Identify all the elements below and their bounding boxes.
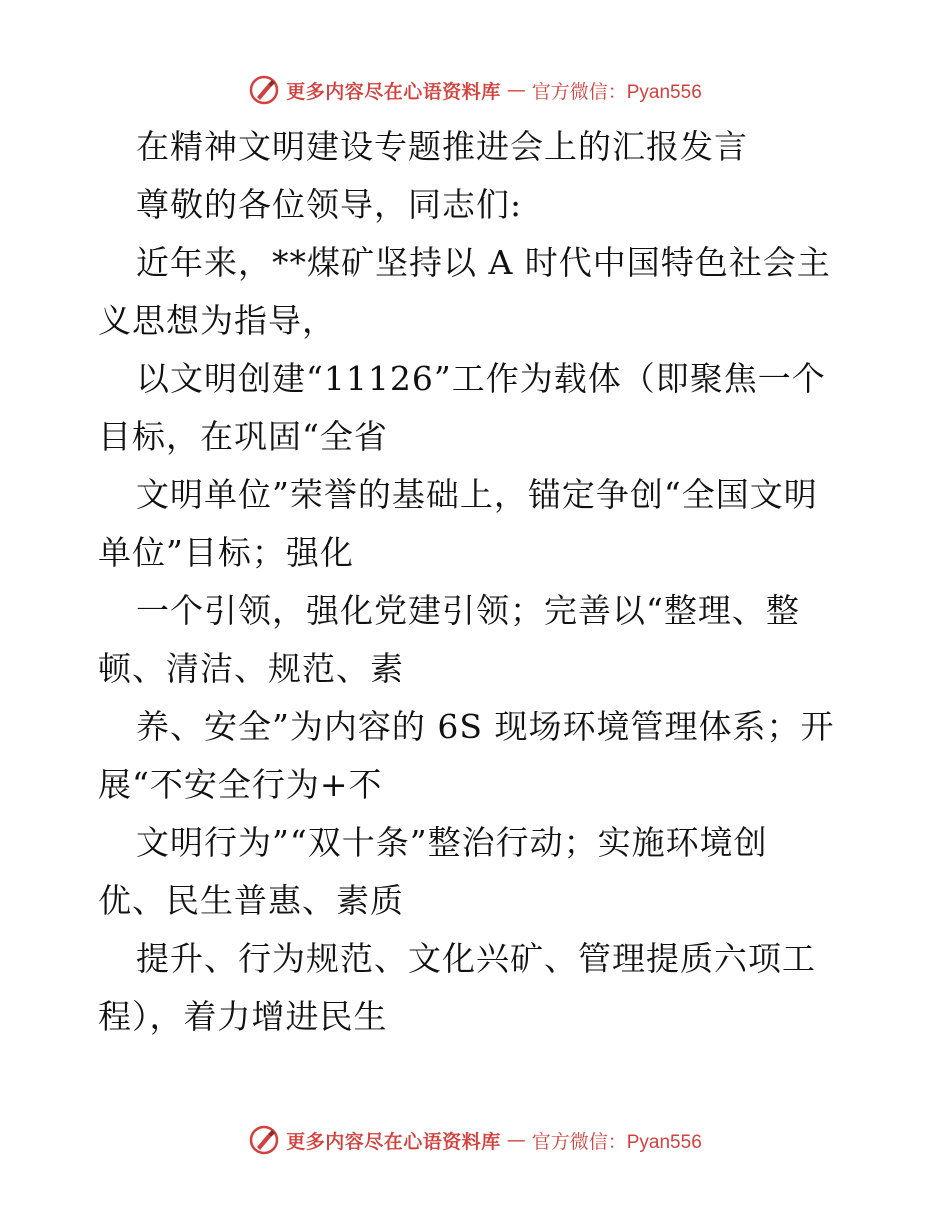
paragraph-line: 文明单位”荣誉的基础上，锚定争创“全国文明: [136, 475, 818, 514]
paragraph-line: 展“不安全行为+不: [98, 765, 383, 804]
pen-logo-icon: [248, 74, 280, 106]
footer-watermark: [0, 1120, 950, 1160]
paragraph-line: 程），着力增进民生: [98, 997, 388, 1036]
watermark-contact-id: Pyan556: [626, 81, 702, 103]
watermark-contact: [532, 1127, 702, 1154]
document-title: 在精神文明建设专题推进会上的汇报发言: [136, 127, 748, 166]
watermark-contact-label: 官方微信：: [531, 1130, 627, 1153]
watermark-contact: [532, 77, 702, 104]
document-body: [98, 118, 868, 1046]
paragraph-line: 养、安全”为内容的 6S 现场环境管理体系；开: [136, 707, 835, 746]
paragraph-line: 提升、行为规范、文化兴矿、管理提质六项工: [136, 939, 816, 978]
watermark-separator: —: [506, 79, 526, 101]
watermark-text: 更多内容尽在心语资料库: [286, 80, 501, 103]
paragraph-line: 顿、清洁、规范、素: [98, 649, 404, 688]
watermark-separator: —: [506, 1129, 526, 1151]
paragraph-line: 文明行为”“双十条”整治行动；实施环境创: [136, 823, 768, 862]
pen-logo-icon: [248, 1124, 280, 1156]
paragraph-line: 单位”目标；强化: [98, 533, 354, 572]
paragraph-line: 义思想为指导，: [98, 301, 336, 340]
watermark-contact-label: 官方微信：: [531, 80, 627, 103]
paragraph-line: 一个引领，强化党建引领；完善以“整理、整: [136, 591, 800, 630]
paragraph-line: 以文明创建“11126”工作为载体（即聚焦一个: [136, 359, 826, 398]
watermark-text: 更多内容尽在心语资料库: [286, 1130, 501, 1153]
watermark-contact-id: Pyan556: [626, 1131, 702, 1153]
paragraph-line: 优、民生普惠、素质: [98, 881, 404, 920]
salutation: 尊敬的各位领导，同志们:: [136, 185, 523, 224]
header-watermark: [0, 70, 950, 110]
paragraph-line: 目标，在巩固“全省: [98, 417, 388, 456]
paragraph-line: 近年来，**煤矿坚持以 A 时代中国特色社会主: [136, 243, 831, 282]
